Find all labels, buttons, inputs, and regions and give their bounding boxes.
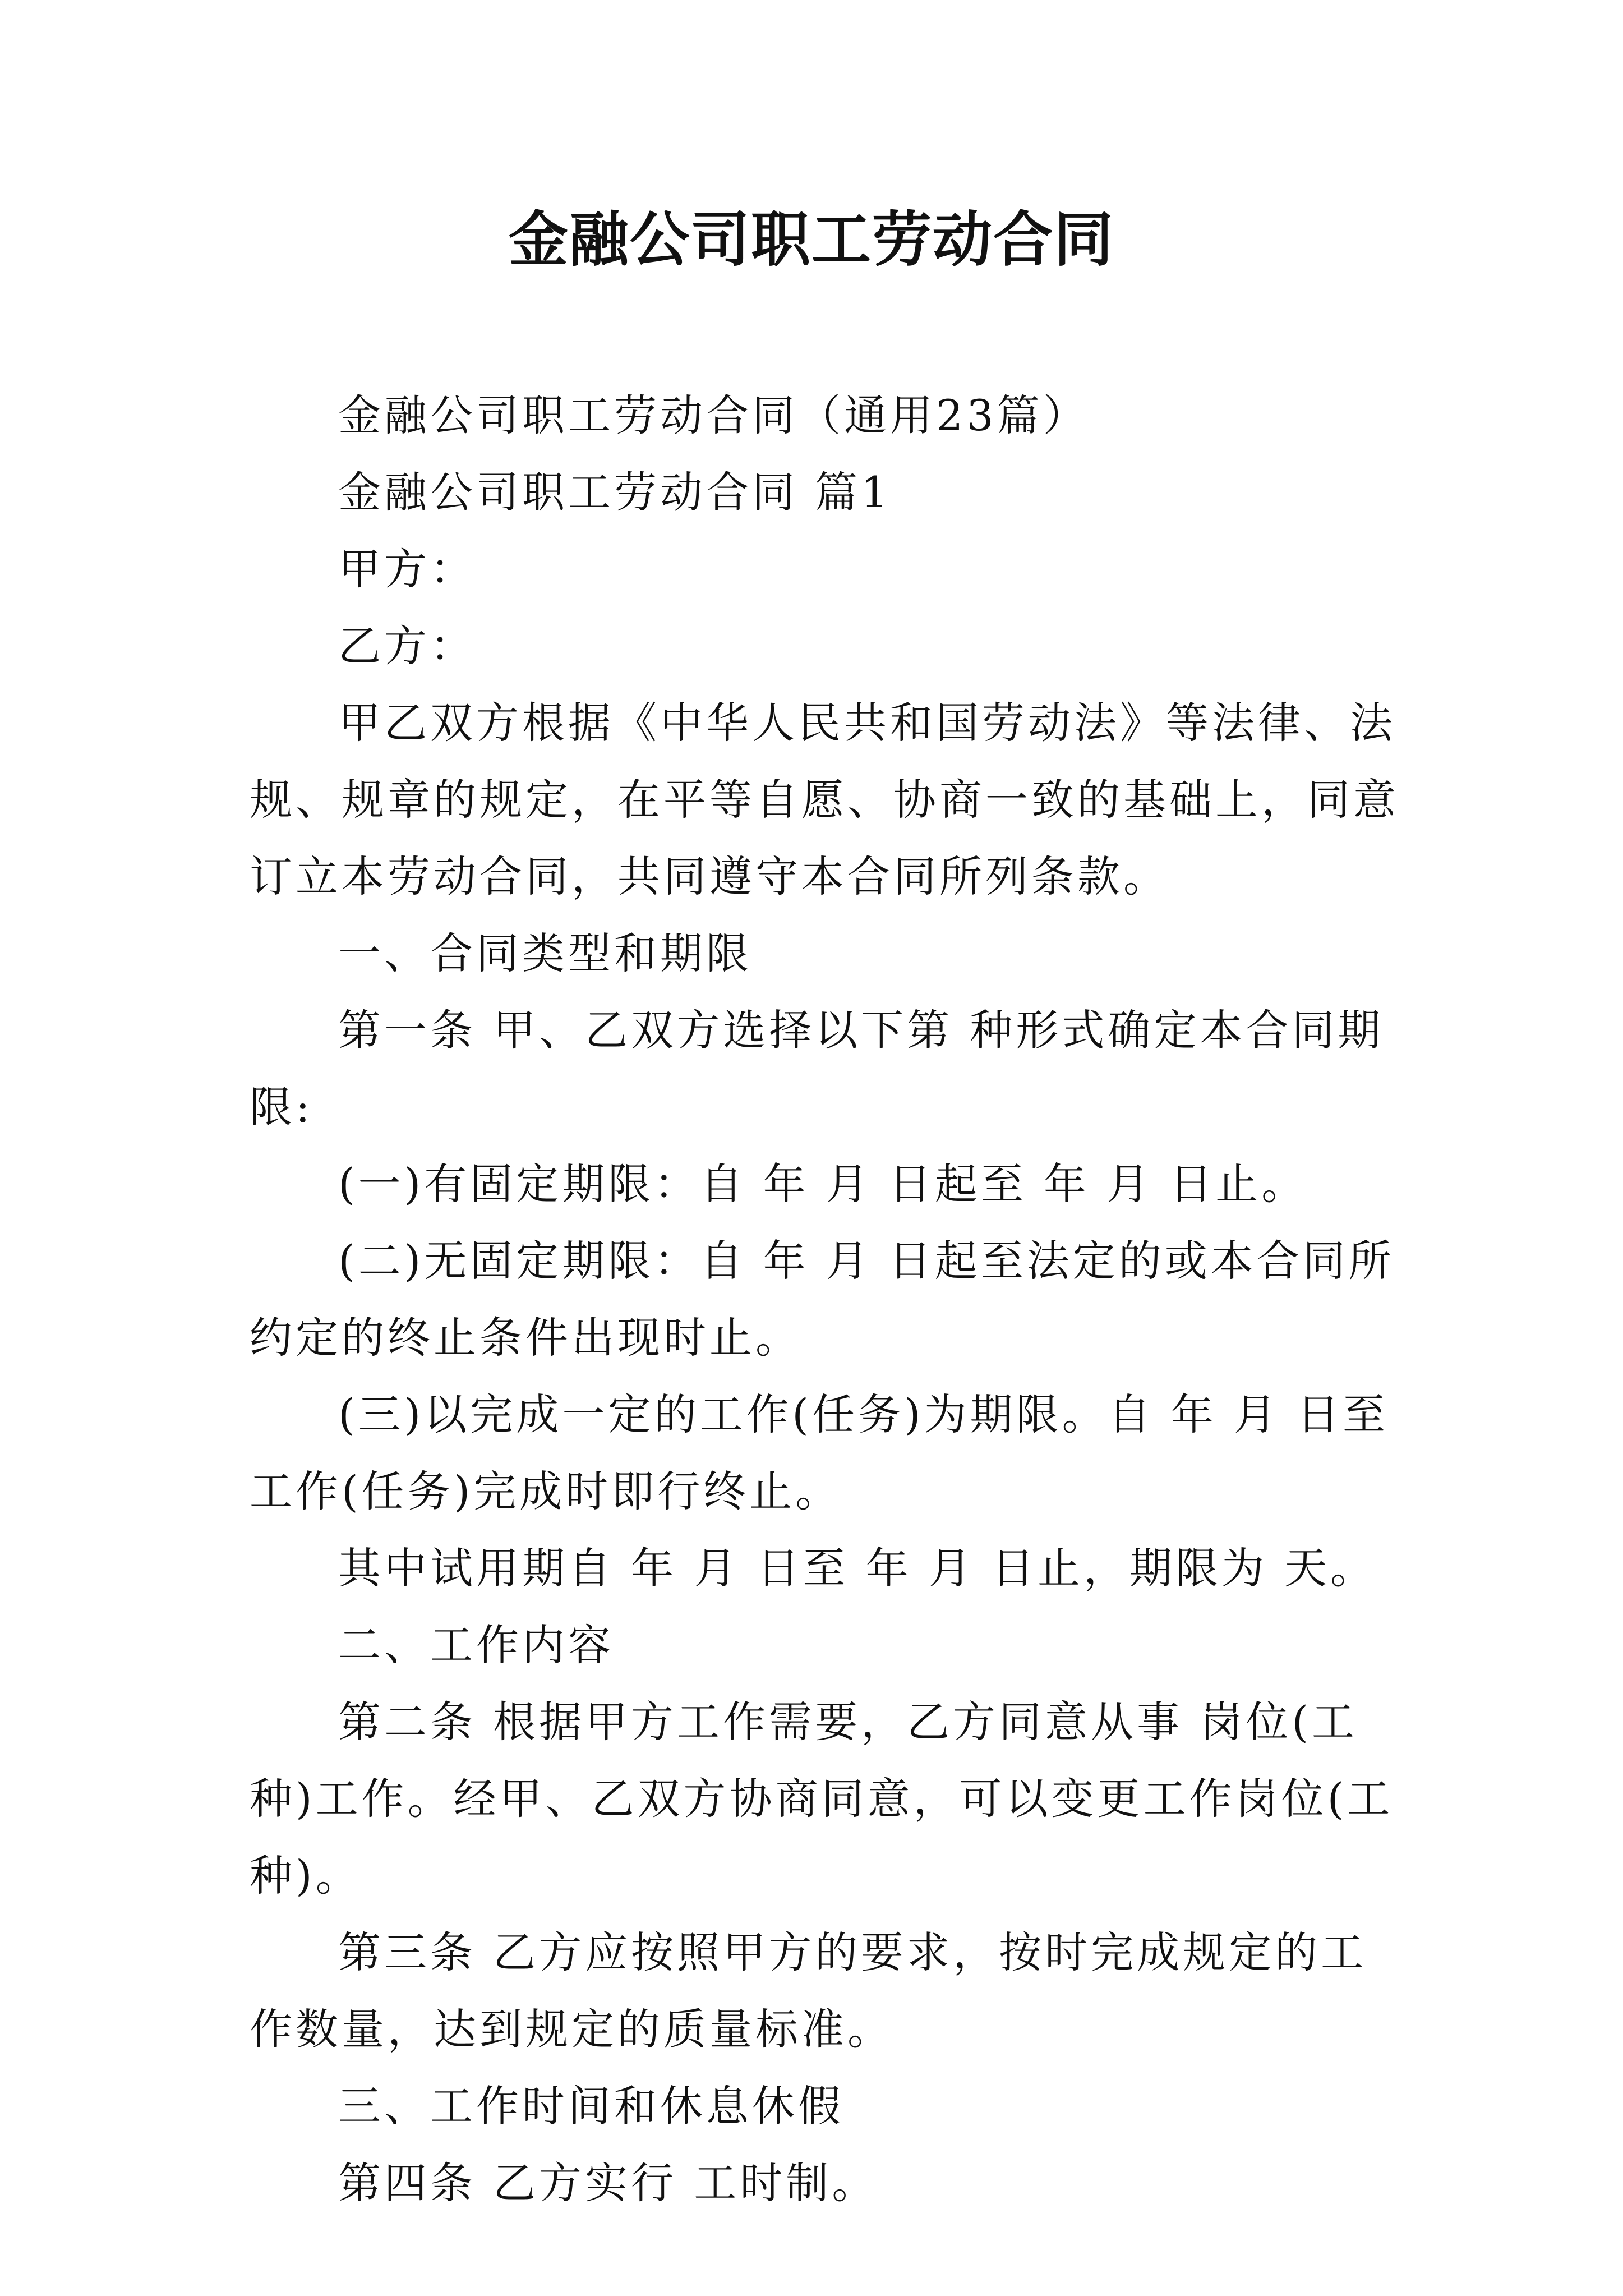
paragraph-task-term: (三)以完成一定的工作(任务)为期限。自 年 月 日至工作(任务)完成时即行终止。 — [250, 1389, 1389, 1516]
paragraph-article-1: 第一条 甲、乙双方选择以下第 种形式确定本合同期限: — [250, 1005, 1384, 1132]
document-body — [250, 377, 1405, 2221]
paragraph-party-b: 乙方： — [338, 621, 476, 671]
paragraph-heading-work-time: 三、工作时间和休息休假 — [338, 2081, 844, 2131]
document-title: 金融公司职工劳动合同 — [509, 204, 1114, 274]
paragraph-article-3: 第三条 乙方应按照甲方的要求，按时完成规定的工作数量，达到规定的质量标准。 — [250, 1927, 1367, 2054]
paragraph-heading-contract-type: 一、合同类型和期限 — [338, 928, 752, 978]
paragraph-open-term: (二)无固定期限：自 年 月 日起至法定的或本合同所约定的终止条件出现时止。 — [250, 1236, 1395, 1363]
paragraph-section-heading: 金融公司职工劳动合同 篇1 — [338, 467, 892, 517]
paragraph-subtitle: 金融公司职工劳动合同（通用23篇） — [338, 390, 1089, 440]
paragraph-preamble: 甲乙双方根据《中华人民共和国劳动法》等法律、法规、规章的规定，在平等自愿、协商一致的基础上，同意订立本劳动合同，共同遵守本合同所列条款。 — [250, 698, 1399, 901]
paragraph-party-a: 甲方： — [338, 544, 476, 594]
paragraph-fixed-term: (一)有固定期限：自 年 月 日起至 年 月 日止。 — [338, 1159, 1308, 1209]
paragraph-article-4: 第四条 乙方实行 工时制。 — [338, 2158, 878, 2208]
paragraph-probation: 其中试用期自 年 月 日至 年 月 日止，期限为 天。 — [338, 1543, 1377, 1593]
paragraph-heading-work-content: 二、工作内容 — [338, 1620, 614, 1670]
paragraph-article-2: 第二条 根据甲方工作需要，乙方同意从事 岗位(工种)工作。经甲、乙双方协商同意，可以变更工作岗位(工种)。 — [250, 1697, 1394, 1901]
